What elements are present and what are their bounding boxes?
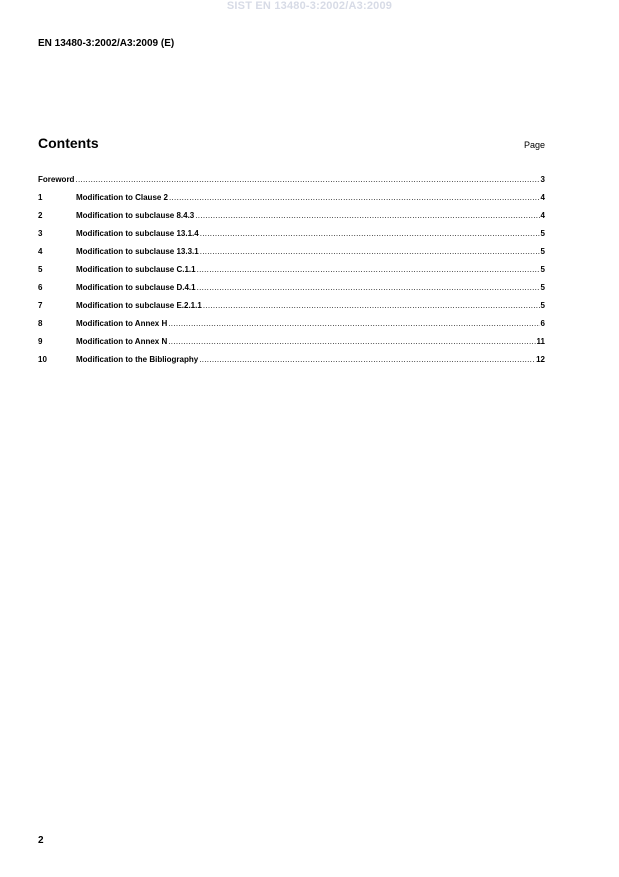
toc-entry-page: 12 <box>536 355 545 364</box>
toc-dot-leader <box>200 229 540 238</box>
toc-entry-number: 4 <box>38 247 43 256</box>
toc-entry-title: Modification to subclause 13.3.1 <box>76 247 199 256</box>
toc-dot-leader <box>195 211 539 220</box>
toc-entry-page: 4 <box>540 211 545 220</box>
table-of-contents <box>38 175 545 373</box>
toc-entry[interactable] <box>38 283 545 301</box>
toc-entry-number: 10 <box>38 355 47 364</box>
toc-entry[interactable] <box>38 193 545 211</box>
toc-entry-page: 5 <box>540 229 545 238</box>
toc-entry-page: 4 <box>540 193 545 202</box>
toc-entry-title: Modification to the Bibliography <box>76 355 199 364</box>
toc-entry-title: Modification to Clause 2 <box>76 193 169 202</box>
toc-entry[interactable] <box>38 301 545 319</box>
toc-entry-page: 5 <box>540 265 545 274</box>
toc-entry[interactable] <box>38 337 545 355</box>
document-identifier: EN 13480-3:2002/A3:2009 (E) <box>38 38 175 49</box>
watermark: SIST EN 13480-3:2002/A3:2009 <box>226 0 393 12</box>
toc-entry-title: Modification to subclause 8.4.3 <box>76 211 195 220</box>
toc-entry-number: 6 <box>38 283 43 292</box>
toc-entry-number: 9 <box>38 337 43 346</box>
toc-entry-page: 3 <box>540 175 545 184</box>
toc-entry-title: Modification to subclause D.4.1 <box>76 283 196 292</box>
toc-entry-page: 5 <box>540 283 545 292</box>
toc-entry[interactable] <box>38 265 545 283</box>
toc-entry-title: Modification to subclause 13.1.4 <box>76 229 199 238</box>
toc-entry-number: 2 <box>38 211 43 220</box>
toc-entry-page: 11 <box>536 337 545 346</box>
toc-entry-title: Modification to Annex H <box>76 319 168 328</box>
toc-entry[interactable] <box>38 211 545 229</box>
toc-entry-number: 7 <box>38 301 43 310</box>
toc-entry-title: Foreword <box>38 175 75 184</box>
toc-dot-leader <box>168 319 539 328</box>
toc-entry-page: 5 <box>540 247 545 256</box>
toc-entry-title: Modification to subclause C.1.1 <box>76 265 196 274</box>
toc-entry[interactable] <box>38 229 545 247</box>
toc-entry-title: Modification to subclause E.2.1.1 <box>76 301 202 310</box>
toc-dot-leader <box>197 283 540 292</box>
toc-dot-leader <box>169 193 540 202</box>
toc-entry-title: Modification to Annex N <box>76 337 168 346</box>
toc-dot-leader <box>199 355 535 364</box>
toc-entry-page: 5 <box>540 301 545 310</box>
toc-entry[interactable] <box>38 355 545 373</box>
toc-dot-leader <box>203 301 540 310</box>
toc-dot-leader <box>168 337 535 346</box>
toc-entry[interactable] <box>38 247 545 265</box>
page-column-label: Page <box>523 140 545 150</box>
toc-dot-leader <box>75 175 539 184</box>
contents-heading: Contents <box>38 135 99 151</box>
toc-entry-number: 1 <box>38 193 43 202</box>
toc-entry-number: 3 <box>38 229 43 238</box>
toc-entry[interactable] <box>38 319 545 337</box>
toc-entry-number: 5 <box>38 265 43 274</box>
toc-entry-page: 6 <box>540 319 545 328</box>
toc-dot-leader <box>197 265 540 274</box>
toc-entry[interactable] <box>38 175 545 193</box>
toc-entry-number: 8 <box>38 319 43 328</box>
page-number: 2 <box>38 835 44 846</box>
toc-dot-leader <box>200 247 540 256</box>
